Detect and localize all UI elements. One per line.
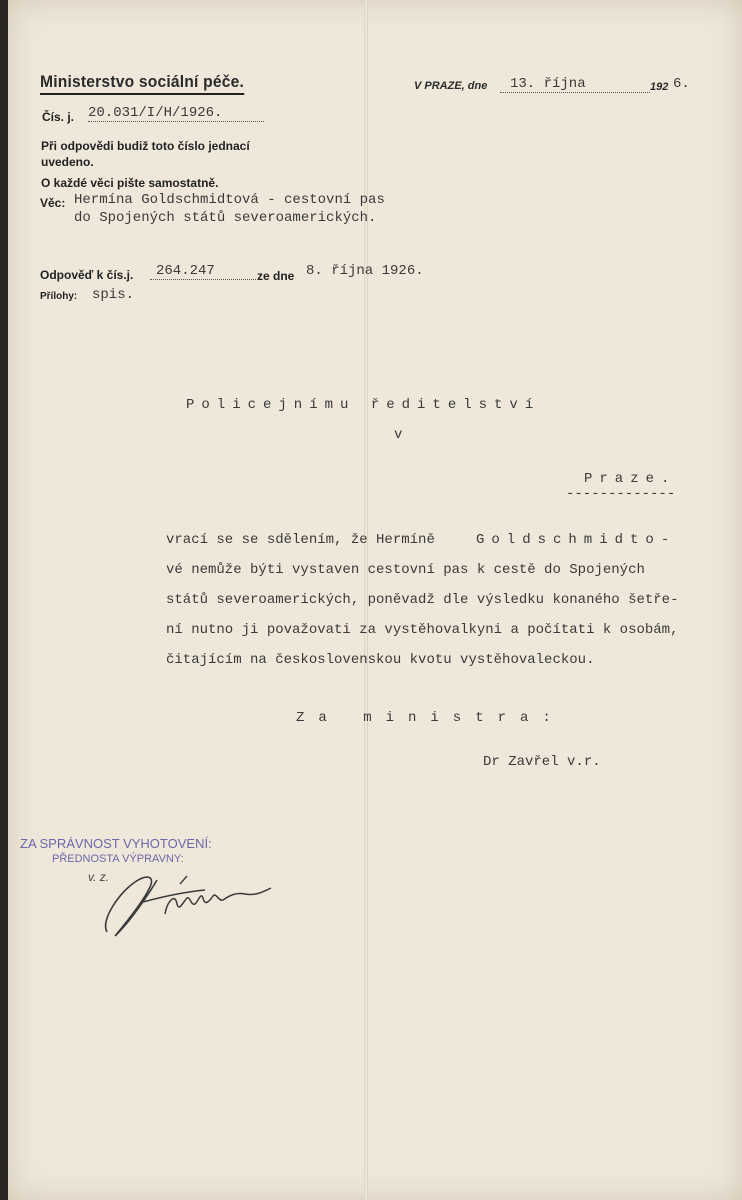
cis-value: 20.031/I/H/1926. xyxy=(88,105,264,122)
attachments-value: spis. xyxy=(92,287,135,303)
subject-line2: do Spojených států severoamerických. xyxy=(74,210,377,226)
handwritten-signature xyxy=(95,862,285,946)
reply-ref-value: 264.247 xyxy=(150,263,256,280)
addressee-line2: v xyxy=(394,427,403,443)
letter-date: 13. října xyxy=(500,76,650,93)
verification-stamp-line1: ZA SPRÁVNOST VYHOTOVENÍ: xyxy=(20,836,212,851)
ministry-name: Ministerstvo sociální péče. xyxy=(40,72,244,95)
closing-for-minister: Za ministra: xyxy=(296,710,565,726)
attachments-label: Přílohy: xyxy=(40,291,78,302)
year-prefix: 192 xyxy=(650,81,669,93)
ze-dne-value: 8. října 1926. xyxy=(306,263,424,279)
reply-note-line1: Při odpovědi budiž toto číslo jednací xyxy=(41,139,250,153)
year-suffix: 6. xyxy=(673,76,690,92)
addressee-city: Praze. xyxy=(584,471,677,487)
reply-ref-label: Odpověď k čís.j. xyxy=(40,268,134,282)
body-line2: vé nemůže býti vystaven cestovní pas k cestě do Spojených xyxy=(166,562,645,578)
subject-label: Věc: xyxy=(40,196,66,210)
ze-dne-label: ze dne xyxy=(257,269,295,283)
body-line3: států severoamerických, poněvadž dle výsledku konaného šetře- xyxy=(166,592,679,608)
signer-name: Dr Zavřel v.r. xyxy=(483,754,601,770)
place-label: V PRAZE, dne xyxy=(414,80,488,92)
cis-label: Čís. j. xyxy=(42,110,75,124)
subject-line1: Hermína Goldschmidtová - cestovní pas xyxy=(74,192,385,208)
body-line1-a: vrací se se sdělením, že Hermíně xyxy=(166,532,435,548)
body-line5: čitajícím na československou kvotu vystěhovaleckou. xyxy=(166,652,595,668)
addressee-line1: Policejnímu ředitelství xyxy=(186,397,541,413)
vz-mark: v. z. xyxy=(88,870,110,884)
addressee-underline: ------------- xyxy=(566,486,676,502)
reply-note-line2: uvedeno. xyxy=(41,155,94,169)
body-line1-b: Goldschmidto- xyxy=(476,532,677,548)
separate-note: O každé věci pište samostatně. xyxy=(41,176,219,190)
verification-stamp-line2: PŘEDNOSTA VÝPRAVNY: xyxy=(52,853,184,865)
body-line4: ní nutno ji považovati za vystěhovalkyni a počítati k osobám, xyxy=(166,622,679,638)
